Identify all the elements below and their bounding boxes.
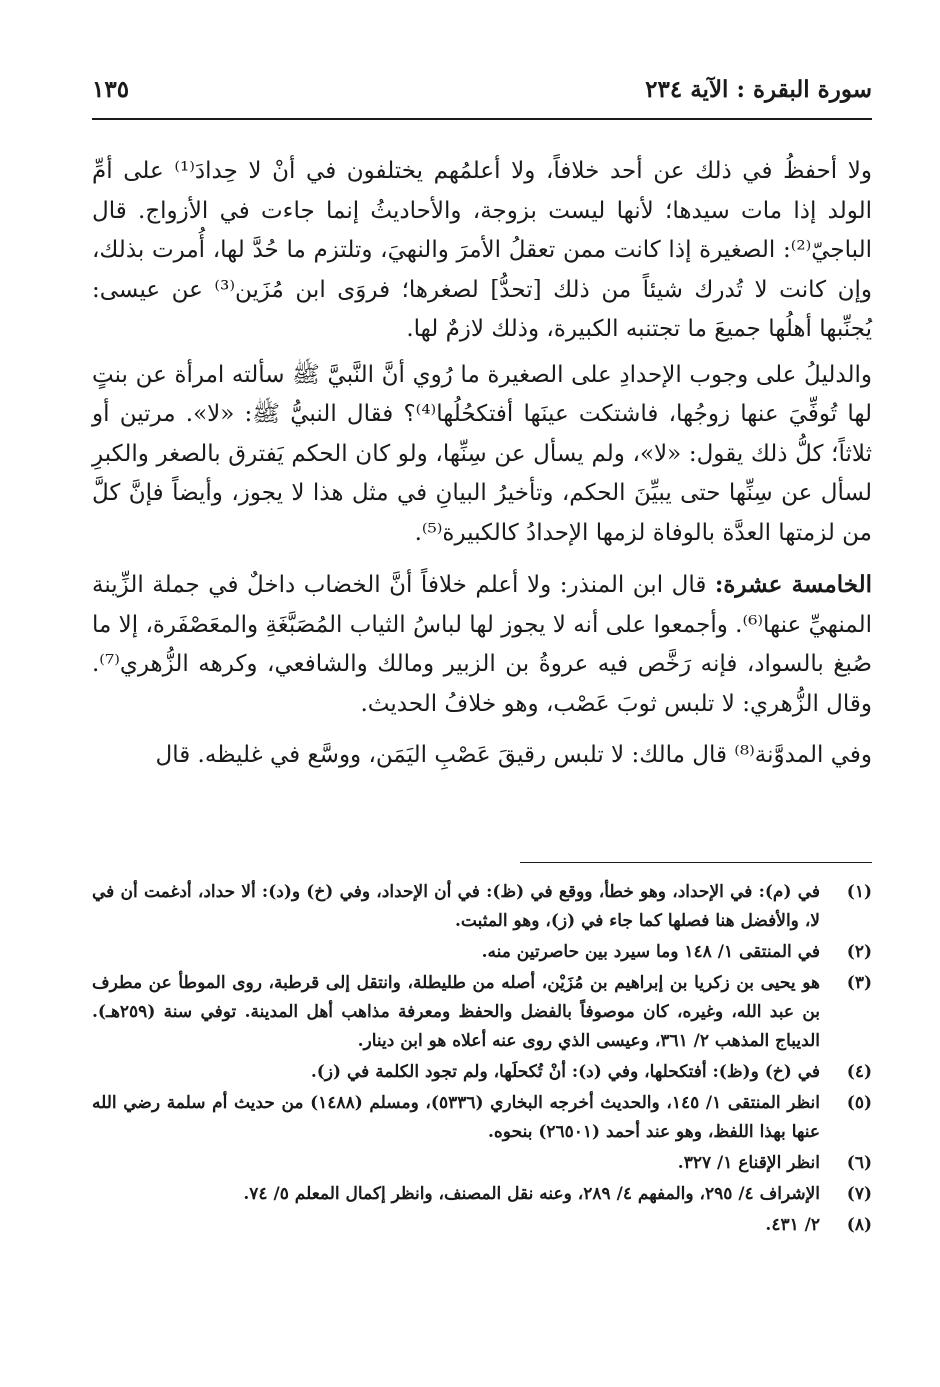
- footnote: [92, 1089, 872, 1147]
- footnote-text: انظر الإقناع ١/ ٣٢٧.: [677, 1153, 820, 1173]
- section-heading: الخامسة عشرة:: [714, 571, 872, 598]
- paragraph: والدليلُ على وجوب الإحدادِ على الصغيرة ما رُوي أنَّ النَّبيَّ ﷺ سألته امرأة عن بنتٍ لها تُوفِّيَ عنها زوجُها، فاشتكت عينَها أفتكحُلُها⁽⁴⁾؟ فقال النبيُّ ﷺ: «لا». مرتين أو ثلاثاً؛ كلُّ ذلك يقول: «لا»، ولم يسأل عن سِنِّها، ولو كان الحكم يَفترق بالصغر والكبرِ لسأل عن سِنِّها حتى يبيِّنَ الحكم، وتأخيرُ البيانِ في مثل هذا لا يجوز، وأيضاً فإنَّ كلَّ من لزمتها العدَّة بالوفاة لزمها الإحدادُ كالكبيرة⁽⁵⁾.: [92, 361, 872, 546]
- footnote-text: ٢/ ٤٣١.: [765, 1215, 820, 1235]
- main-text: [92, 152, 872, 782]
- paragraph: وفي المدوَّنة⁽⁸⁾ قال مالك: لا تلبس رقيقَ عَصْبِ اليَمَن، ووسَّع في غليظه. قال: [155, 742, 872, 768]
- footnote-text: انظر المنتقى ١/ ١٤٥، والحديث أخرجه البخاري (٥٣٣٦)، ومسلم (١٤٨٨) من حديث أم سلمة رضي الله عنها بهذا اللفظ، وهو عند أحمد (٢٦٥٠١) بنحوه.: [92, 1093, 820, 1142]
- footnote-text: في (م): في الإحداد، وهو خطأ، ووقع في (ظ): في أن الإحداد، وفي (خ) و(د): ألا حداد، أدغمت أن في لا، والأفضل هنا فصلها كما جاء في (ز)، وهو المثبت.: [92, 882, 820, 931]
- page-number: ١٣٥: [92, 76, 130, 103]
- footnote-text: الإشراف ٤/ ٢٩٥، والمفهم ٤/ ٢٨٩، وعنه نقل المصنف، وانظر إكمال المعلم ٥/ ٧٤.: [243, 1184, 820, 1204]
- footnote-number: (٨): [846, 1215, 872, 1235]
- footnote-text: في المنتقى ١/ ١٤٨ وما سيرد بين حاصرتين منه.: [481, 942, 820, 962]
- footnote-number: (١): [846, 882, 872, 902]
- footnote: [92, 969, 872, 1056]
- footnote-number: (٥): [846, 1093, 872, 1113]
- footnote: [92, 878, 872, 936]
- footnote: [92, 938, 872, 967]
- header-rule: [92, 118, 872, 120]
- paragraph: [92, 565, 872, 724]
- footnote: [92, 1149, 872, 1178]
- footnote: [92, 1058, 872, 1087]
- footnote-rule: [520, 862, 872, 863]
- page-header: [92, 72, 872, 112]
- footnote: [92, 1180, 872, 1209]
- paragraph: ولا أحفظُ في ذلك عن أحد خلافاً، ولا أعلمُهم يختلفون في أنْ لا حِدادَ⁽¹⁾ على أمِّ الولد إذا مات سيدها؛ لأنها ليست بزوجة، والأحاديثُ إنما جاءت في الأزواج. قال الباجيّ⁽²⁾: الصغيرة إذا كانت ممن تعقلُ الأمرَ والنهيَ، وتلتزم ما حُدَّ لها، أُمرت بذلك، وإن كانت لا تُدرك شيئاً من ذلك [تحدُّ] لصغرها؛ فروَى ابن مُزَين⁽³⁾ عن عيسى: يُجنِّبها أهلُها جميعَ ما تجتنبه الكبيرة، وذلك لازمٌ لها.: [92, 158, 872, 342]
- footnote-number: (٧): [846, 1184, 872, 1204]
- footnote-text: في (خ) و(ظ): أفتكحلها، وفي (د): أنْ تُكحلَها، ولم تجود الكلمة في (ز).: [310, 1062, 820, 1082]
- footnote: [92, 1211, 872, 1240]
- paragraph-text: قال ابن المنذر: ولا أعلم خلافاً أنَّ الخضاب داخلٌ في جملة الزِّينة المنهيِّ عنها⁽⁶⁾. وأجمعوا على أنه لا يجوز لها لباسُ الثياب المُصَبَّغَةِ والمعَصْفَرة، إلا ما صُبغ بالسواد، فإنه رَخَّص فيه عروةُ بن الزبير ومالك والشافعي، وكرهه الزُّهري⁽⁷⁾. وقال الزُّهري: لا تلبس ثوبَ عَصْب، وهو خلافُ الحديث.: [91, 572, 872, 717]
- footnotes: [92, 878, 872, 1242]
- footnote-text: هو يحيى بن زكريا بن إبراهيم بن مُزَيْن، أصله من طليطلة، وانتقل إلى قرطبة، روى الموطأ عن مطرف بن عبد الله، وغيره، كان موصوفاً بالفضل والحفظ ومعرفة مذاهب أهل المدينة. توفي سنة (٢٥٩هـ). الديباج المذهب ٢/ ٣٦١، وعيسى الذي روى عنه أعلاه هو ابن دينار.: [92, 973, 820, 1051]
- footnote-number: (٤): [846, 1062, 872, 1082]
- footnote-number: (٢): [846, 942, 872, 962]
- running-title: سورة البقرة : الآية ٢٣٤: [645, 76, 872, 103]
- footnote-number: (٣): [846, 973, 872, 993]
- footnote-number: (٦): [846, 1153, 872, 1173]
